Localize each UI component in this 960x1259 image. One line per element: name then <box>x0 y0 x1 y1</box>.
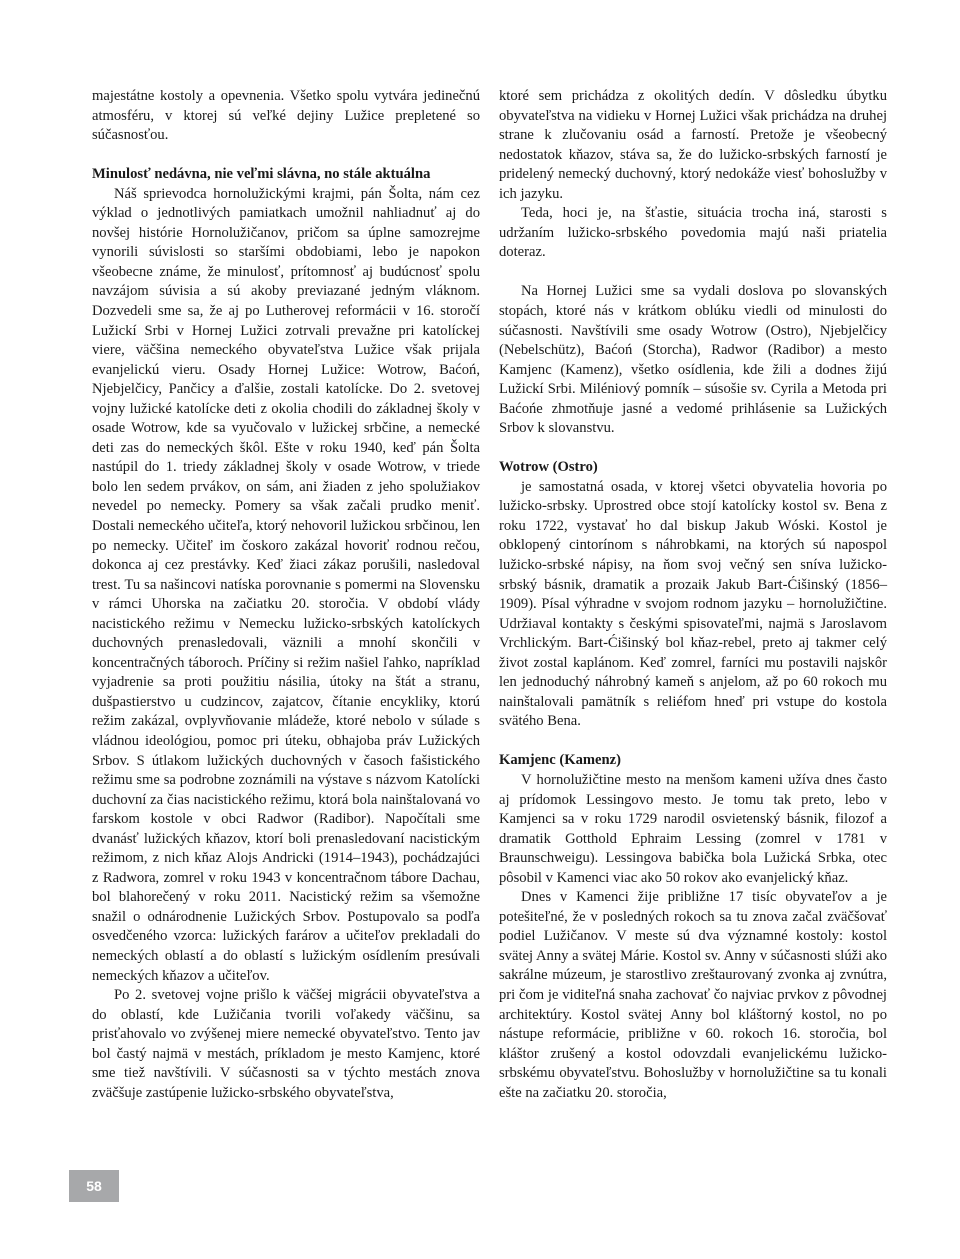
paragraph: je samostatná osada, v ktorej všetci obyvatelia hovoria po lužicko-srbsky. Uprostred obce stojí katolícky kostol sv. Bena z roku 1722, vystavať ho dal biskup Jakub Wóski. Kostol je obklopený cintorínom s náhrobkami, na ktorých sú napospol lužicko-srbské nápisy, na ňom svoj večný sen sníva lužicko-srbský básnik, dramatik a prozaik Jakub Bart-Ćišinský (1856–1909). Písal výhradne v svojom rodnom jazyku – hornolužičtine. Udržiaval kontakty s českými spisovateľmi, najmä s Jaroslavom Vrchlickým. Bart-Ćišinský bol kňaz-rebel, preto aj takmer celý život zostal kaplánom. Keď zomrel, farníci mu postavili najskôr len jednoduchý náhrobný kameň s anjelom, až po 60 rokoch mu nainštalovali pamätník s reliéfom hneď pri vstupe do kostola svätého Bena. <box>499 478 887 730</box>
page-number: 58 <box>86 1178 102 1194</box>
right-column <box>499 87 887 1103</box>
spacer <box>499 439 887 459</box>
paragraph: majestátne kostoly a opevnenia. Všetko spolu vytvára jedinečnú atmosféru, v ktorej sú veľké dejiny Lužice prepletené so súčasnosťou. <box>92 88 480 144</box>
section-heading: Kamjenc (Kamenz) <box>499 752 621 769</box>
page-number-tab <box>69 1170 119 1202</box>
paragraph: V hornolužičtine mesto na menšom kameni užíva dnes často aj prídomok Lessingovo mesto. Je tomu tak preto, lebo v Kamjenci sa v roku 1729 narodil osvietenský básnik, filozof a dramatik Gotthold Ephraim Lessing (zomrel v 1781 v Braunschweigu). Lessingova babička bola Lužická Srbka, otec pôsobil v Kamenci viac ako 50 rokov ako evanjelický kňaz. <box>499 772 887 886</box>
spacer <box>92 146 480 166</box>
paragraph: Dnes v Kamenci žije približne 17 tisíc obyvateľov a je potešiteľné, že v posledných rokoch sa tu znova začal zväčšovať podiel Lužičanov. V meste sú dva významné kostoly: kostol svätej Anny a svätej Márie. Kostol sv. Anny v súčasnosti slúži ako sakrálne múzeum, je starostlivo zreštaurovaný zvonka aj zvnútra, pri čom je viditeľná snaha zachovať čo najviac prvkov z pôvodnej architektúry. Kostol svätej Anny bol kláštorný kostol, no po nástupe reformácie, približne v 60. rokoch 16. storočia, bol kláštor zrušený a kostol odovzdali evanjelickému lužicko-srbskému obyvateľstvu. Bohoslužby v hornolužičtine sa tu konali ešte na začiatku 20. storočia, <box>499 889 887 1101</box>
spacer <box>499 732 887 752</box>
spacer <box>499 263 887 283</box>
paragraph: Po 2. svetovej vojne prišlo k väčšej migrácii obyvateľstva a do oblastí, kde Lužičania tvorili voľakedy väčšinu, sa prisťahovalo vo zvýšenej miere nemecké obyvateľstvo. Tento jav bol častý najmä v mestách, príkladom je mesto Kamjenc, ktoré sme tiež navštívili. V súčasnosti sa v týchto mestách znova zväčšuje zastúpenie lužicko-srbského obyvateľstva, <box>92 987 480 1101</box>
paragraph: Teda, hoci je, na šťastie, situácia trocha iná, starosti s udržaním lužicko-srbského povedomia majú naši priatelia doteraz. <box>499 205 887 261</box>
paragraph: Na Hornej Lužici sme sa vydali doslova po slovanských stopách, ktoré nás v krátkom oblúku viedli od minulosti do súčasnosti. Navštívili sme osady Wotrow (Ostro), Njebjelčicy (Nebelschütz), Baćoń (Storcha), Radwor (Radibor) a mesto Kamjenc (Kamenz), všetko osídlenia, kde žili a dodnes žijú Lužickí Srbi. Miléniový pomník – súsošie sv. Cyrila a Metoda pri Baćońe zhmotňuje jasné a vedomé prihlásenie sa Lužických Srbov k slovanstvu. <box>499 283 887 437</box>
left-column <box>92 87 480 1103</box>
paragraph: ktoré sem prichádza z okolitých dedín. V dôsledku úbytku obyvateľstva na vidieku v Hornej Lužici však prichádza na druhej strane k zlučovaniu osád a farností. Pretože je všeobecný nedostatok kňazov, stáva sa, že do lužicko-srbských farností je pridelený nemecký duchovný, ktorý nedokáže viesť bohoslužby v ich jazyku. <box>499 88 887 202</box>
section-heading: Wotrow (Ostro) <box>499 459 598 476</box>
section-heading: Minulosť nedávna, nie veľmi slávna, no stále aktuálna <box>92 166 431 183</box>
paragraph: Náš sprievodca hornolužickými krajmi, pán Šolta, nám cez výklad o jednotlivých pamiatkach umožnil nahliadnuť aj do novšej histórie Hornolužičanov, pričom sa úplne samozrejme vynorili súvislosti so staršími obdobiami, lebo je napokon všeobecne známe, že minulosť, prítomnosť aj budúcnosť spolu navzájom súvisia a sú akoby previazané jedným vláknom. Dozvedeli sme sa, že aj po Lutherovej reformácii v 16. storočí Lužickí Srbi v Hornej Lužici zotrvali prevažne pri katolíckej viere, väčšina nemeckého obyvateľstva Lužice však prijala evanjelickú vieru. Osady Hornej Lužice: Wotrow, Baćoń, Njebjelčicy, Pančicy a ďalšie, zostali katolícke. Do 2. svetovej vojny lužické katolícke deti z okolia chodili do základnej školy v osade Wotrow, kde sa vyučovalo v lužickej srbčine, a nemecké deti zas do nemeckých škôl. Ešte v roku 1940, keď pán Šolta nastúpil do 1. triedy základnej školy v osade Wotrow, v triede bolo len sedem prvákov, on sám, ani žiaden z jeho spolužiakov nevedel po nemecky. Pomery sa však začali prudko meniť. Dostali nemeckého učiteľa, ktorý nehovoril lužickou srbčinou, len po nemecky. Učiteľ im čoskoro zakázal hovoriť rodnou rečou, dokonca aj cez prestávky. Keď žiaci zákaz porušili, nasledoval trest. Tu sa našincovi natíska porovnanie s pomermi na Slovensku v rámci Uhorska na začiatku 20. storočia. V období vlády nacistického režimu v Nemecku lužicko-srbských katolíckych duchovných prenasledovali, väznili a mnohí skončili v koncentračných táboroch. Príčiny si režim našiel ľahko, napríklad vyjadrenie sa proti použitiu násilia, útoky na štát a stranu, dušpastierstvo u cudzincov, zajatcov, čítanie encykliky, ktorú režim zakázal, ovplyvňovanie mládeže, ktoré nebolo v súlade s vládnou ideológiou, pomoc pri úteku, obhajoba práv Lužických Srbov. S útlakom lužických duchovných v časoch fašistického režimu sme sa podrobne zoznámili na výstave s názvom Katolícki duchovní za čias nacistického režimu, ktorá bola nainštalovaná vo farskom kostole v obci Radwor (Radibor). Napočítali sme dvanásť lužických kňazov, ktorí boli prenasledovaní nacistickým režimom, z nich kňaz Alojs Andricki (1914–1943), pochádzajúci z Radwora, zomrel v roku 1943 v koncentračnom tábore Dachau, bol blahorečený v roku 2011. Nacistický režim sa všemožne snažil o odnárodnenie Lužických Srbov. Postupovalo sa podľa osvedčeného vzorca: lužických farárov a učiteľov prekladali do nemeckých oblastí a do oblastí s lužickým osídlením presúvali nemeckých kňazov a učiteľov. <box>92 185 480 984</box>
